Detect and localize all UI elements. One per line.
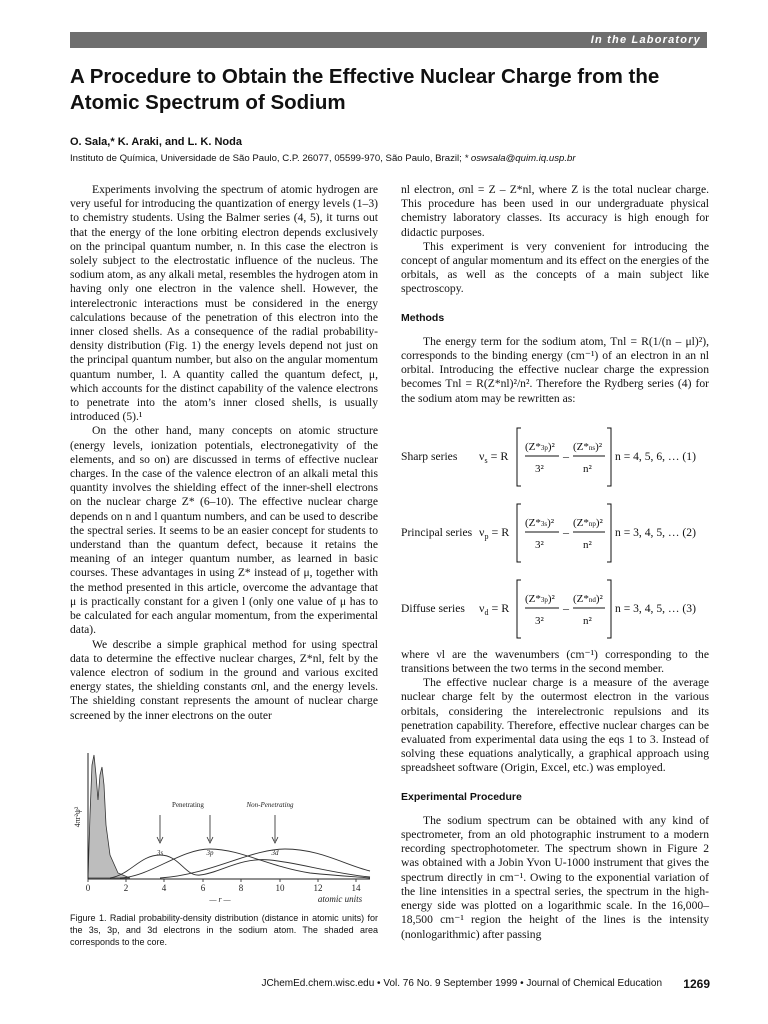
authors: O. Sala,* K. Araki, and L. K. Noda	[70, 136, 242, 148]
tick-label: 10	[275, 883, 285, 893]
radial-distribution-plot	[70, 745, 378, 905]
svg-text:3²: 3²	[535, 462, 544, 475]
methods-heading: Methods	[401, 311, 445, 324]
equation-principal	[401, 496, 709, 572]
tick-label: 2	[123, 883, 129, 893]
svg-text:νd = R: $\nu_d = R$	[479, 600, 510, 617]
paragraph: where νl are the wavenumbers (cm⁻¹) corresponding to the transitions between the two terms in the second member.	[401, 647, 709, 676]
paragraph: This experiment is very convenient for introducing the concept of angular momentum and its effect on the energies of the orbitals, as well as the concepts of a main subject like spectroscopy.	[401, 239, 709, 296]
affiliation-text: Instituto de Química, Universidade de São Paulo, C.P. 26077, 05599-970, São Paulo, Brazil;	[70, 153, 462, 164]
footer-journal-info: JChemEd.chem.wisc.edu • Vol. 76 No. 9 September 1999 • Journal of Chemical Education	[261, 978, 662, 989]
section-header-bar	[70, 32, 707, 48]
tick-label: 8	[238, 883, 244, 893]
tick-label: 6	[200, 883, 206, 893]
svg-text:–: –	[563, 524, 569, 539]
paragraph: The sodium spectrum can be obtained with any kind of spectrometer, from an old photographic instrument to a modern recording spectrophotometer. The spectrum shown in Figure 2 was obtained with a Jobin Yvon U-1000 instrument that gives the spectrum directly in cm⁻¹. Owing to the exponential variation of the line intensities in a spectral series, the spectrum in the high-energy side was plotted on a logarithmic scale. In the 16,000–18,500 cm⁻¹ region the height of the lines is the intensity (nonlogarithmic) after passing	[401, 813, 709, 941]
svg-text:n²: n²	[583, 614, 592, 627]
tick-label: 14	[351, 883, 361, 893]
penetrating-label: Penetrating	[172, 801, 204, 809]
equation-diffuse-formula	[479, 572, 613, 642]
svg-text:(Z*np)²: (Z*np)²	[573, 516, 603, 529]
author-email[interactable]: * oswsala@quim.iq.usp.br	[464, 153, 576, 164]
eq-range: n = 3, 4, 5, … (3)	[615, 601, 696, 615]
paragraph: We describe a simple graphical method for using spectral data to determine the effective nuclear charges, Z*nl, felt by the valence electron of sodium in the ground and various excited energy states, the shielding constants σnl, and the energy levels. The shielding constant represents the amount of nuclear charge screened by the inner electrons on the outer	[70, 637, 378, 722]
page-number: 1269	[683, 977, 710, 991]
svg-text:–: –	[563, 448, 569, 463]
svg-text:(Z*ns)²: (Z*ns)²	[573, 440, 603, 453]
svg-text:n²: n²	[583, 538, 592, 551]
r-axis-label: — r —	[209, 895, 231, 904]
left-column	[70, 183, 378, 723]
units-label: atomic units	[317, 894, 363, 904]
curve-3d	[160, 849, 370, 878]
y-axis-label: 4πr²ψ²	[73, 806, 82, 828]
equation-sharp	[401, 420, 709, 496]
paragraph: The effective nuclear charge is a measure of the average nuclear charge felt by the outermost electron in the various orbitals, considering the interelectronic repulsions and its penetration capability. Therefore, effective nuclear charges can be evaluated from experimental data using the eqs 1 to 3. Instead of solving these equations analytically, a graphical approach using spreadsheet software (Origin, Excel, etc.) was employed.	[401, 676, 709, 775]
eq-label: Diffuse series	[401, 601, 465, 615]
paragraph: On the other hand, many concepts on atomic structure (energy levels, ionization potentials, electronegativity of the elements, and so on) are discussed in terms of effective nuclear charges. In the case of the valence electron of an alkali metal this quantity involves the shielding effect of the inner-shell electrons on the nuclear charge Z* (6–10). The effective nuclear charge depends on n and l quantum numbers, and can be used to describe the spectral series. It seems to be an easier concept for students to understand than the quantum defect, because it retains the meaning of an integer quantum number, as learned in basic courses. These advantages in using Z* instead of μ, together with the method presented in this article, overcome the advantage that μ is practically constant for a given l (only one value of μ has to be calculated for each angular momentum, from the experimental data).	[70, 424, 378, 637]
article-title: A Procedure to Obtain the Effective Nuclear Charge from the Atomic Spectrum of Sodium	[70, 65, 660, 114]
eq-label: Principal series	[401, 525, 473, 539]
figure-1	[70, 745, 378, 905]
svg-text:(Z*3p)²: (Z*3p)²	[525, 440, 555, 453]
tick-label: 0	[85, 883, 91, 893]
paragraph: The energy term for the sodium atom, Tnl = R(1/(n – μl)²), corresponds to the binding energy (cm⁻¹) of an electron in an nl orbital. Introducing the effective nuclear charge the expression becomes Tnl = R(Z*nl)²/n². Therefore the Rydberg series (4) for the sodium atom may be rewritten as:	[401, 334, 709, 405]
label-3s: 3s	[156, 849, 164, 857]
svg-text:νp = R: $\nu_p = R$	[479, 524, 510, 541]
svg-text:νs = R: $\nu_s = R$	[479, 448, 509, 465]
svg-text:3²: 3²	[535, 614, 544, 627]
svg-text:3²: 3²	[535, 538, 544, 551]
experimental-heading: Experimental Procedure	[401, 790, 522, 803]
svg-text:–: –	[563, 600, 569, 615]
svg-text:n²: n²	[583, 462, 592, 475]
figure-caption: Figure 1. Radial probability-density distribution (distance in atomic units) for the 3s, 3p, and 3d electrons in the sodium atom. The shaded area corresponds to the core.	[70, 913, 378, 947]
label-3d: 3d	[271, 849, 279, 857]
equation-diffuse	[401, 572, 709, 648]
equation-principal-formula	[479, 496, 613, 566]
svg-text:(Z*3p)²: (Z*3p)²	[525, 592, 555, 605]
right-column	[401, 183, 709, 942]
equation-sharp-formula	[479, 420, 613, 490]
svg-text:(Z*3s)²: (Z*3s)²	[525, 516, 555, 529]
tick-label: 12	[313, 883, 323, 893]
paragraph: Experiments involving the spectrum of atomic hydrogen are very useful for introducing the quantization of energy levels (1–3) to chemistry students. Using the Balmer series (4, 5), it turns out that the energy of the lone orbiting electron depends exclusively on the principal quantum number, n. In this case the electron is solely subject to the electrostatic influence of the nucleus. The sodium atom, as any alkali metal, resembles the hydrogen atom in having only one electron in the valence shell. However, the interelectronic interactions must be considered in the energy calculations because of the penetration of this electron into the inner closed shells. As a consequence of the radial probability-density distribution (Fig. 1) the energy levels depend not just on the principal quantum number, but also on the angular momentum quantum number, l. A quantity called the quantum defect, μ, which accounts for the distinct capability of the valence electrons to penetrate into the atom’s inner closed shells, is usually introduced (5).¹	[70, 183, 378, 424]
paragraph: nl electron, σnl = Z – Z*nl, where Z is the total nuclear charge. This procedure has been used in our undergraduate physical chemistry laboratory classes. Its accuracy is high enough for didactic purposes.	[401, 183, 709, 239]
section-tag: In the Laboratory	[590, 34, 701, 46]
eq-range: n = 3, 4, 5, … (2)	[615, 525, 696, 539]
eq-range: n = 4, 5, 6, … (1)	[615, 449, 696, 463]
affiliation	[70, 153, 710, 164]
non-penetrating-label: Non-Penetrating	[246, 801, 294, 809]
label-3p: 3p	[206, 849, 214, 857]
eq-label: Sharp series	[401, 449, 458, 463]
core-shaded-area	[88, 755, 130, 878]
svg-text:(Z*nd)²: (Z*nd)²	[573, 592, 603, 605]
tick-label: 4	[161, 883, 167, 893]
